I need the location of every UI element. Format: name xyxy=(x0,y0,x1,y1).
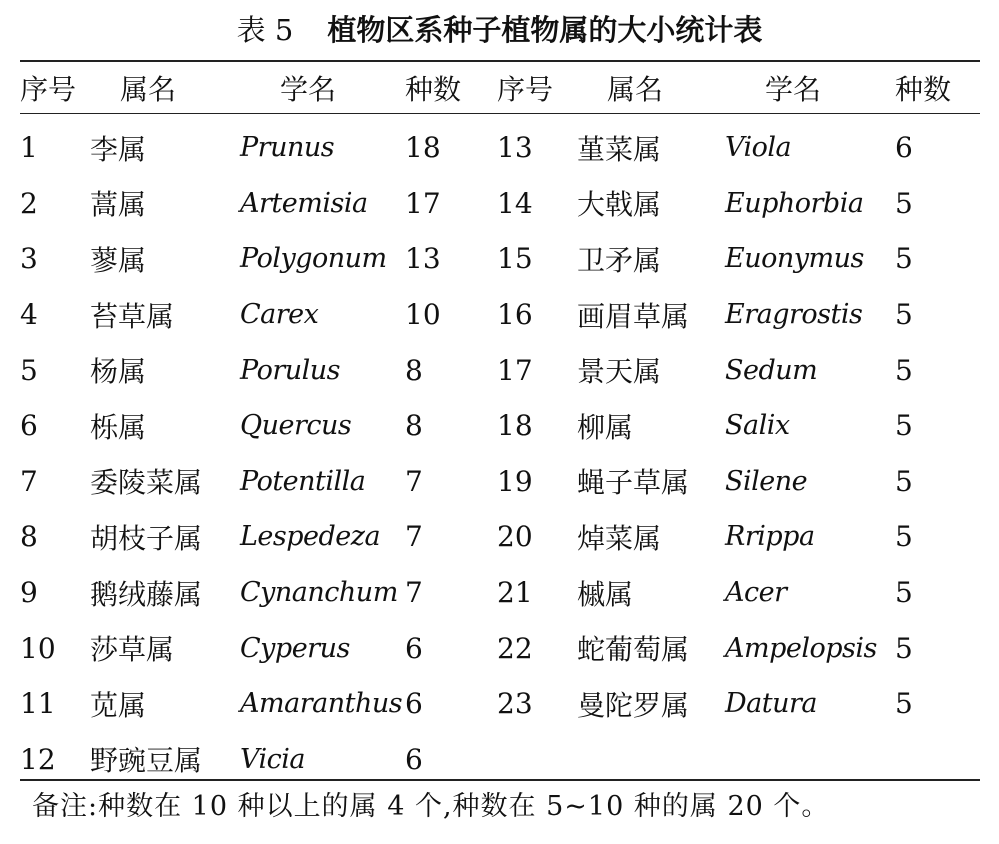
cell-species-count-left: 18 xyxy=(405,131,441,165)
cell-species-count-left: 7 xyxy=(405,520,423,554)
cell-species-count-right xyxy=(895,732,980,788)
cell-index-right: 19 xyxy=(497,464,533,498)
genus-size-table xyxy=(20,62,980,787)
table-row xyxy=(20,454,980,510)
table-row xyxy=(20,509,980,565)
cell-species-count-left: 7 xyxy=(405,576,423,610)
table-note: 备注:种数在 10 种以上的属 4 个,种数在 5~10 种的属 20 个。 xyxy=(32,791,830,822)
cell-species-count-right: 5 xyxy=(895,464,913,498)
cell-genus-right: 堇菜属 xyxy=(577,132,662,166)
cell-scientific-name-left: Lespedeza xyxy=(240,521,381,553)
cell-species-count-right: 5 xyxy=(895,353,913,387)
cell-genus-left: 胡枝子属 xyxy=(90,521,203,555)
cell-index-right: 21 xyxy=(497,576,533,610)
cell-species-count-left: 6 xyxy=(405,631,423,665)
cell-genus-left: 野豌豆属 xyxy=(90,744,203,778)
cell-scientific-name-left: Cynanchum xyxy=(240,577,398,609)
cell-genus-left: 苔草属 xyxy=(90,299,175,333)
cell-species-count-left: 8 xyxy=(405,409,423,443)
cell-genus-right: 蛇葡萄属 xyxy=(577,633,690,667)
cell-species-count-right: 5 xyxy=(895,298,913,332)
cell-index-left: 3 xyxy=(20,242,38,276)
cell-scientific-name-left: Polygonum xyxy=(240,243,387,275)
cell-species-count-right: 5 xyxy=(895,687,913,721)
header-genus-right: 属名 xyxy=(607,72,664,106)
cell-index-left: 12 xyxy=(20,742,56,776)
cell-genus-right: 槭属 xyxy=(577,577,634,611)
cell-index-right: 16 xyxy=(497,298,533,332)
cell-species-count-right: 5 xyxy=(895,631,913,665)
table-row xyxy=(20,176,980,232)
table-row xyxy=(20,231,980,287)
cell-genus-left: 蒿属 xyxy=(90,188,147,222)
cell-species-count-left: 6 xyxy=(405,687,423,721)
table-title: 植物区系种子植物属的大小统计表 xyxy=(327,13,763,47)
header-scientific-left: 学名 xyxy=(280,72,337,106)
table-row xyxy=(20,620,980,676)
cell-scientific-name-right: Rrippa xyxy=(725,521,815,553)
cell-species-count-right: 6 xyxy=(895,131,913,165)
cell-index-left: 10 xyxy=(20,631,56,665)
cell-genus-right: 焯菜属 xyxy=(577,521,662,555)
cell-species-count-right: 5 xyxy=(895,186,913,220)
cell-scientific-name-right: Sedum xyxy=(725,354,818,386)
cell-genus-left: 蓼属 xyxy=(90,243,147,277)
cell-index-left: 1 xyxy=(20,131,38,165)
cell-scientific-name-left: Quercus xyxy=(240,410,352,442)
cell-scientific-name-right: Euonymus xyxy=(725,243,864,275)
cell-species-count-right: 5 xyxy=(895,242,913,276)
cell-scientific-name-left: Prunus xyxy=(240,132,335,164)
cell-species-count-right: 5 xyxy=(895,520,913,554)
table-row xyxy=(20,117,980,176)
cell-species-count-left: 17 xyxy=(405,186,441,220)
cell-species-count-left: 8 xyxy=(405,353,423,387)
cell-genus-left: 杨属 xyxy=(90,355,147,389)
cell-scientific-name-left: Carex xyxy=(240,299,319,331)
cell-genus-right xyxy=(577,732,725,788)
cell-scientific-name-left: Artemisia xyxy=(240,187,368,219)
header-row xyxy=(20,62,980,117)
cell-scientific-name-right: Eragrostis xyxy=(725,299,863,331)
header-species-right: 种数 xyxy=(895,72,952,106)
table-row xyxy=(20,676,980,732)
cell-index-right: 22 xyxy=(497,631,533,665)
cell-index-left: 8 xyxy=(20,520,38,554)
cell-species-count-right: 5 xyxy=(895,576,913,610)
cell-index-left: 7 xyxy=(20,464,38,498)
cell-index-left: 4 xyxy=(20,298,38,332)
cell-genus-right: 大戟属 xyxy=(577,188,662,222)
cell-species-count-left: 6 xyxy=(405,742,423,776)
cell-scientific-name-left: Cyperus xyxy=(240,632,350,664)
cell-scientific-name-right: Datura xyxy=(725,688,817,720)
cell-genus-right: 柳属 xyxy=(577,410,634,444)
cell-index-right: 20 xyxy=(497,520,533,554)
cell-index-right: 23 xyxy=(497,687,533,721)
cell-scientific-name-left: Amaranthus xyxy=(240,688,403,720)
cell-genus-right: 曼陀罗属 xyxy=(577,688,690,722)
cell-genus-right: 卫矛属 xyxy=(577,243,662,277)
header-index-right: 序号 xyxy=(497,72,554,106)
table-caption xyxy=(0,10,999,50)
table-row xyxy=(20,398,980,454)
cell-index-right: 17 xyxy=(497,353,533,387)
cell-scientific-name-right: Acer xyxy=(725,577,787,609)
table-row xyxy=(20,565,980,621)
cell-index-right: 15 xyxy=(497,242,533,276)
cell-scientific-name-left: Porulus xyxy=(240,354,341,386)
cell-genus-left: 栎属 xyxy=(90,410,147,444)
header-species-left: 种数 xyxy=(405,72,462,106)
table-body xyxy=(20,117,980,787)
cell-index-right xyxy=(497,732,577,788)
cell-genus-left: 委陵菜属 xyxy=(90,466,203,500)
header-index-left: 序号 xyxy=(20,72,77,106)
cell-scientific-name-left: Vicia xyxy=(240,743,306,775)
cell-index-left: 2 xyxy=(20,186,38,220)
cell-scientific-name-right xyxy=(725,732,895,788)
table-row xyxy=(20,342,980,398)
cell-genus-right: 蝇子草属 xyxy=(577,466,690,500)
cell-species-count-left: 13 xyxy=(405,242,441,276)
cell-genus-left: 鹅绒藤属 xyxy=(90,577,203,611)
cell-genus-left: 莎草属 xyxy=(90,633,175,667)
header-scientific-right: 学名 xyxy=(765,72,822,106)
cell-genus-left: 苋属 xyxy=(90,688,147,722)
cell-scientific-name-right: Silene xyxy=(725,465,808,497)
cell-index-left: 5 xyxy=(20,353,38,387)
cell-index-right: 13 xyxy=(497,131,533,165)
cell-index-left: 6 xyxy=(20,409,38,443)
cell-genus-left: 李属 xyxy=(90,132,147,166)
cell-scientific-name-right: Viola xyxy=(725,132,792,164)
table-row xyxy=(20,287,980,343)
table-row xyxy=(20,732,980,788)
cell-index-left: 11 xyxy=(20,687,56,721)
cell-species-count-right: 5 xyxy=(895,409,913,443)
cell-genus-right: 画眉草属 xyxy=(577,299,690,333)
header-genus-left: 属名 xyxy=(120,72,177,106)
table-number: 表 5 xyxy=(236,13,294,47)
cell-scientific-name-right: Euphorbia xyxy=(725,187,864,219)
cell-scientific-name-left: Potentilla xyxy=(240,465,366,497)
cell-index-right: 18 xyxy=(497,409,533,443)
cell-index-left: 9 xyxy=(20,576,38,610)
cell-genus-right: 景天属 xyxy=(577,355,662,389)
cell-species-count-left: 10 xyxy=(405,298,441,332)
cell-scientific-name-right: Ampelopsis xyxy=(725,632,877,664)
cell-species-count-left: 7 xyxy=(405,464,423,498)
cell-index-right: 14 xyxy=(497,186,533,220)
cell-scientific-name-right: Salix xyxy=(725,410,790,442)
